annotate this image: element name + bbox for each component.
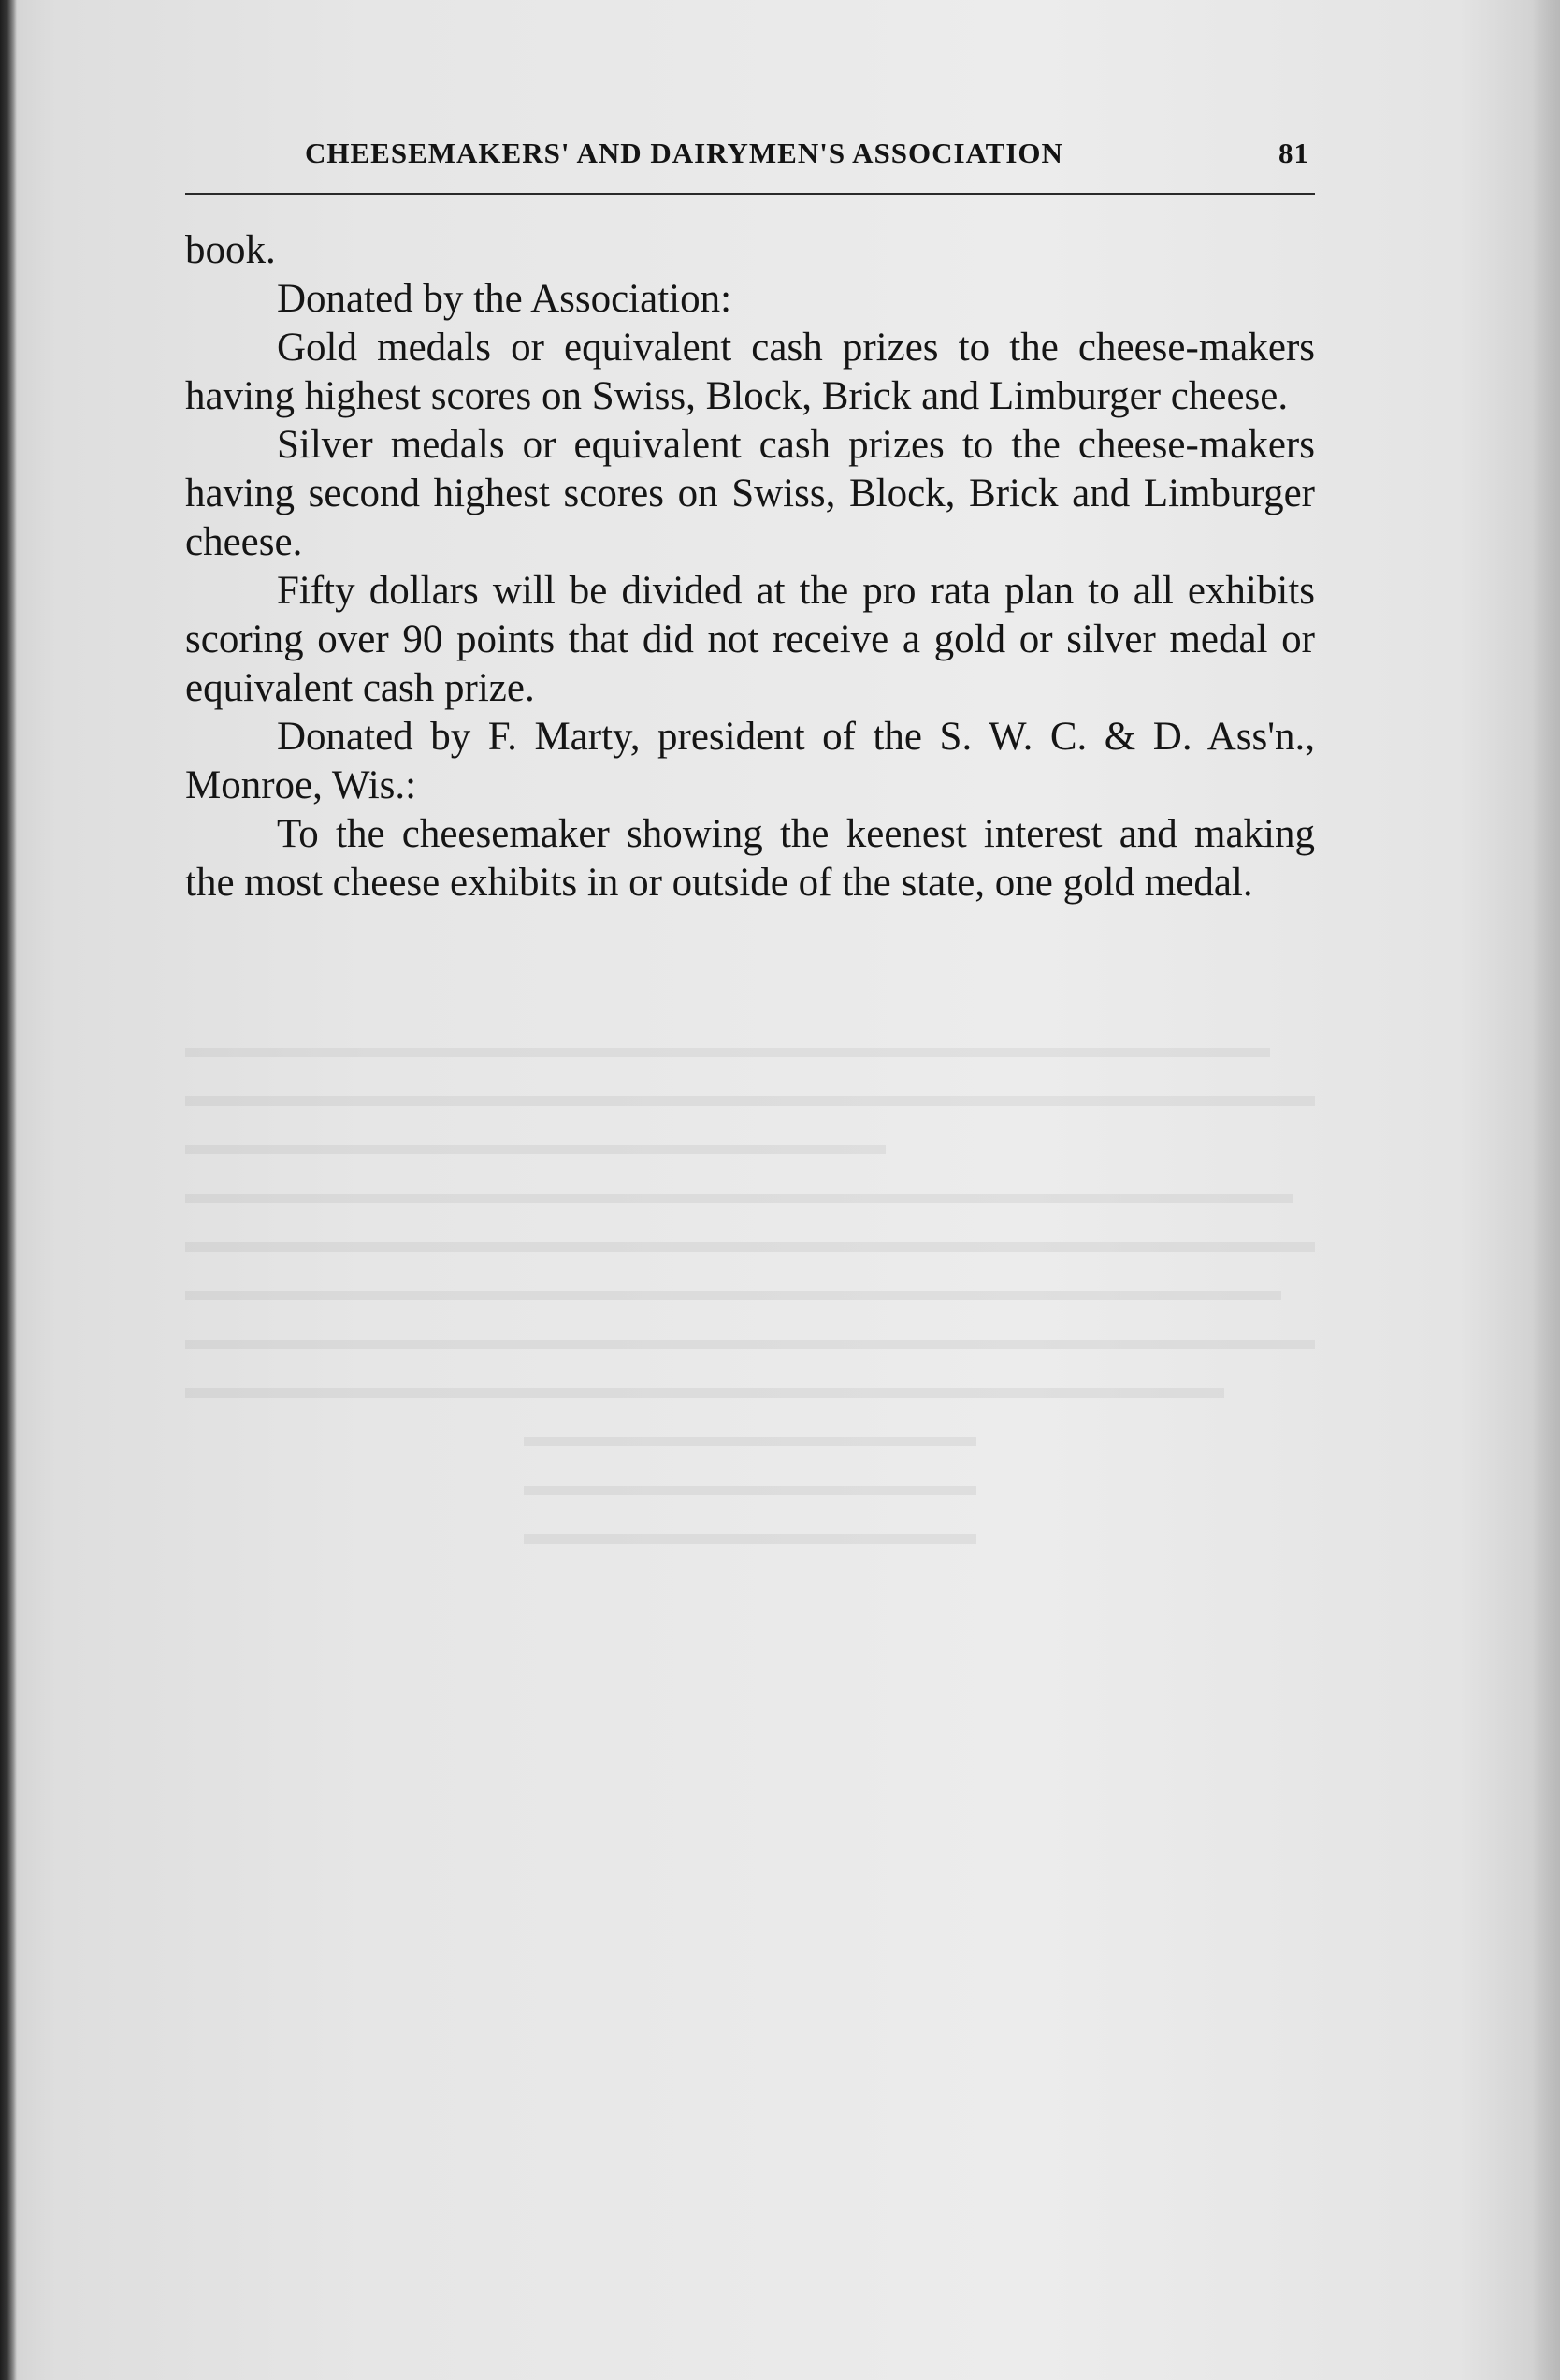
paragraph-continuation: book. [185,228,276,272]
paragraph-fifty-dollars: Fifty dollars will be divided at the pro rata plan to all exhibits scoring over 90 points that did not receive a gold or silver medal or equivalent cash prize. [185,569,1315,710]
paragraph-donated-marty: Donated by F. Marty, president of the S. W. C. & D. Ass'n., Monroe, Wis.: [185,715,1315,807]
paragraph-gold-medal-award: To the cheesemaker showing the keenest interest and making the most cheese exhibits in or outside of the state, one gold medal. [185,812,1315,905]
bleed-through-shadow [185,1048,1315,1703]
binding-shadow [0,0,17,2380]
page-number: 81 [1278,137,1309,169]
running-header [185,137,1315,195]
paragraph-donated-association: Donated by the Association: [277,277,732,321]
header-title: CHEESEMAKERS' AND DAIRYMEN'S ASSOCIATION [305,137,1063,169]
body-text [185,226,1315,907]
page-edge-shadow [1532,0,1560,2380]
paragraph-silver-medals: Silver medals or equivalent cash prizes to the cheese-makers having second highest scores on Swiss, Block, Brick and Limburger cheese. [185,423,1315,564]
paragraph-gold-medals: Gold medals or equivalent cash prizes to the cheese-makers having highest scores on Swiss, Block, Brick and Limburger cheese. [185,326,1315,418]
